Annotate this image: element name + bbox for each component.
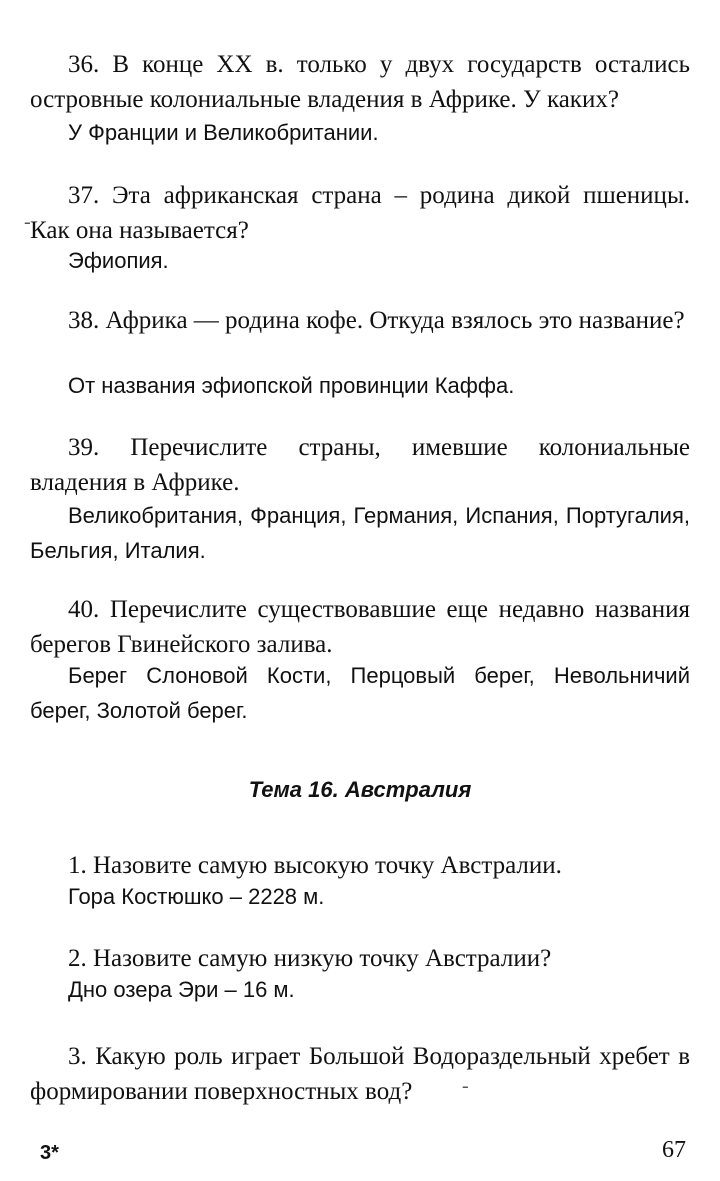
topic-question-2: 2. Назовите самую низкую точку Австралии? xyxy=(68,945,552,972)
page-number: 67 xyxy=(662,1137,686,1163)
topic-answer-2: Дно озера Эри – 16 м. xyxy=(68,977,295,1002)
answer-40: Берег Слоновой Кости, Перцовый берег, Невольничий берег, Золотой берег. xyxy=(30,663,690,723)
answer-38: От названия эфиопской провинции Каффа. xyxy=(68,373,515,398)
topic-question-1: 1. Назовите самую высокую точку Австралии. xyxy=(68,852,562,879)
signature-mark: 3* xyxy=(40,1142,59,1164)
question-36: 36. В конце XX в. только у двух государств остались островные колониальные владения в Африке. У каких? xyxy=(30,51,690,113)
topic-title: Тема 16. Австралия xyxy=(248,777,472,802)
topic-question-3: 3. Какую роль играет Большой Водораздельный хребет в формировании поверхностных вод? xyxy=(30,1043,690,1105)
question-40: 40. Перечислите существовавшие еще недавно названия берегов Гвинейского залива. xyxy=(30,596,690,658)
stray-mark: - xyxy=(462,1075,469,1097)
answer-39: Великобритания, Франция, Германия, Испания, Португалия, Бельгия, Италия. xyxy=(30,503,690,563)
topic-answer-1: Гора Костюшко – 2228 м. xyxy=(68,884,325,909)
answer-36: У Франции и Великобритании. xyxy=(68,120,379,145)
question-37: 37. Эта африканская страна – родина дикой пшеницы. Как она называется? xyxy=(30,182,690,244)
margin-dash-mark: - xyxy=(24,211,31,233)
answer-37: Эфиопия. xyxy=(68,248,169,273)
question-39: 39. Перечислите страны, имевшие колониальные владения в Африке. xyxy=(30,434,690,496)
question-38: 38. Африка — родина кофе. Откуда взялось это название? xyxy=(68,307,685,334)
